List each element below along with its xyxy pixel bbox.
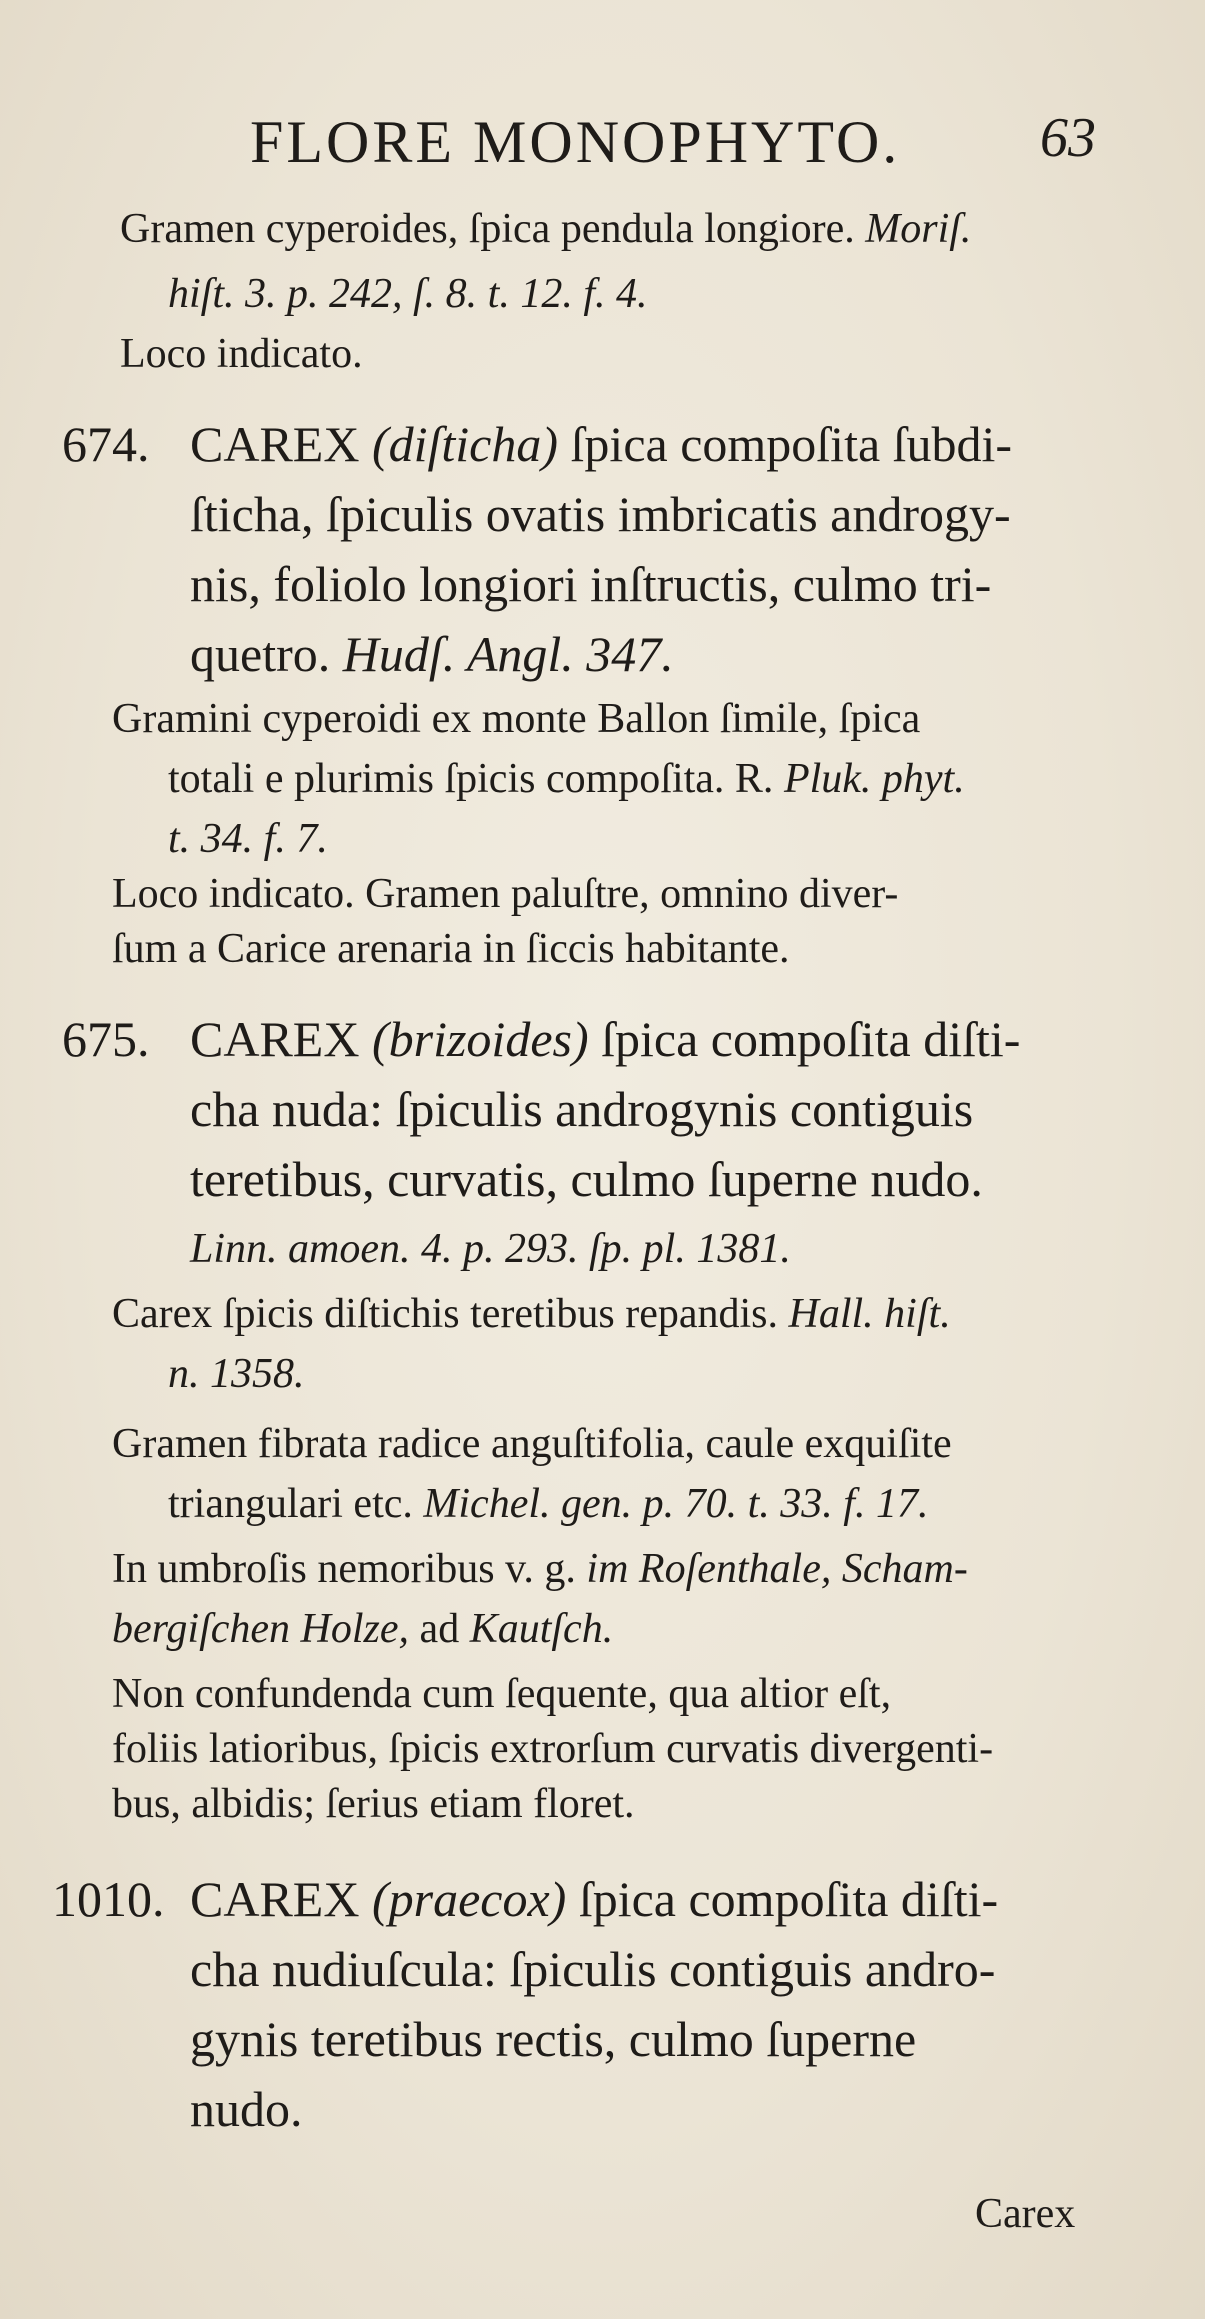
running-header: FLORE MONOPHYTO. — [250, 109, 901, 175]
text-line: bergiſchen Holze, ad Kautſch. — [112, 1606, 614, 1652]
text-line: Loco indicato. Gramen paluſtre, omnino diver- — [112, 871, 899, 917]
text-line: Loco indicato. — [120, 331, 363, 377]
entry-line: CAREX (praecox) ſpica compoſita diſti- — [190, 1871, 999, 1927]
page-number: 63 — [1040, 107, 1096, 169]
entry-number: 675. — [62, 1011, 150, 1067]
text-line: Gramen fibrata radice anguſtifolia, caule exquiſite — [112, 1421, 952, 1467]
text-line: n. 1358. — [168, 1351, 305, 1397]
entry-line: CAREX (diſticha) ſpica compoſita ſubdi- — [190, 416, 1013, 472]
text-line: triangulari etc. Michel. gen. p. 70. t. 33. f. 17. — [168, 1481, 929, 1527]
entry-number: 674. — [62, 416, 150, 472]
text-line: Gramen cyperoides, ſpica pendula longiore. Moriſ. — [120, 206, 972, 252]
entry-line: cha nuda: ſpiculis androgynis contiguis — [190, 1081, 974, 1137]
text-line: t. 34. f. 7. — [168, 816, 328, 862]
text-line: ſum a Carice arenaria in ſiccis habitante. — [112, 926, 790, 972]
text-line: Non confundenda cum ſequente, qua altior eſt, — [112, 1671, 892, 1717]
text-line: bus, albidis; ſerius etiam floret. — [112, 1781, 635, 1827]
text-line: hiſt. 3. p. 242, ſ. 8. t. 12. f. 4. — [168, 271, 648, 317]
entry-line: gynis teretibus rectis, culmo ſuperne — [190, 2011, 917, 2067]
entry-line: CAREX (brizoides) ſpica compoſita diſti- — [190, 1011, 1021, 1067]
entry-number: 1010. — [52, 1871, 165, 1927]
entry-line: nudo. — [190, 2081, 303, 2137]
entry-line: ſticha, ſpiculis ovatis imbricatis androgy- — [190, 486, 1011, 542]
text-line: Gramini cyperoidi ex monte Ballon ſimile, ſpica — [112, 696, 921, 742]
entry-line: quetro. Hudſ. Angl. 347. — [190, 626, 674, 682]
entry-line: teretibus, curvatis, culmo ſuperne nudo. — [190, 1151, 983, 1207]
text-line: foliis latioribus, ſpicis extrorſum curvatis divergenti- — [112, 1726, 994, 1772]
text-line: Carex ſpicis diſtichis teretibus repandis. Hall. hiſt. — [112, 1291, 951, 1337]
text-line: In umbroſis nemoribus v. g. im Roſenthale, Scham- — [112, 1546, 968, 1592]
citation-line: Linn. amoen. 4. p. 293. ſp. pl. 1381. — [190, 1226, 791, 1272]
entry-line: cha nudiuſcula: ſpiculis contiguis andro- — [190, 1941, 996, 1997]
text-line: totali e plurimis ſpicis compoſita. R. Pluk. phyt. — [168, 756, 965, 802]
catchword: Carex — [975, 2191, 1076, 2237]
entry-line: nis, foliolo longiori inſtructis, culmo tri- — [190, 556, 992, 612]
